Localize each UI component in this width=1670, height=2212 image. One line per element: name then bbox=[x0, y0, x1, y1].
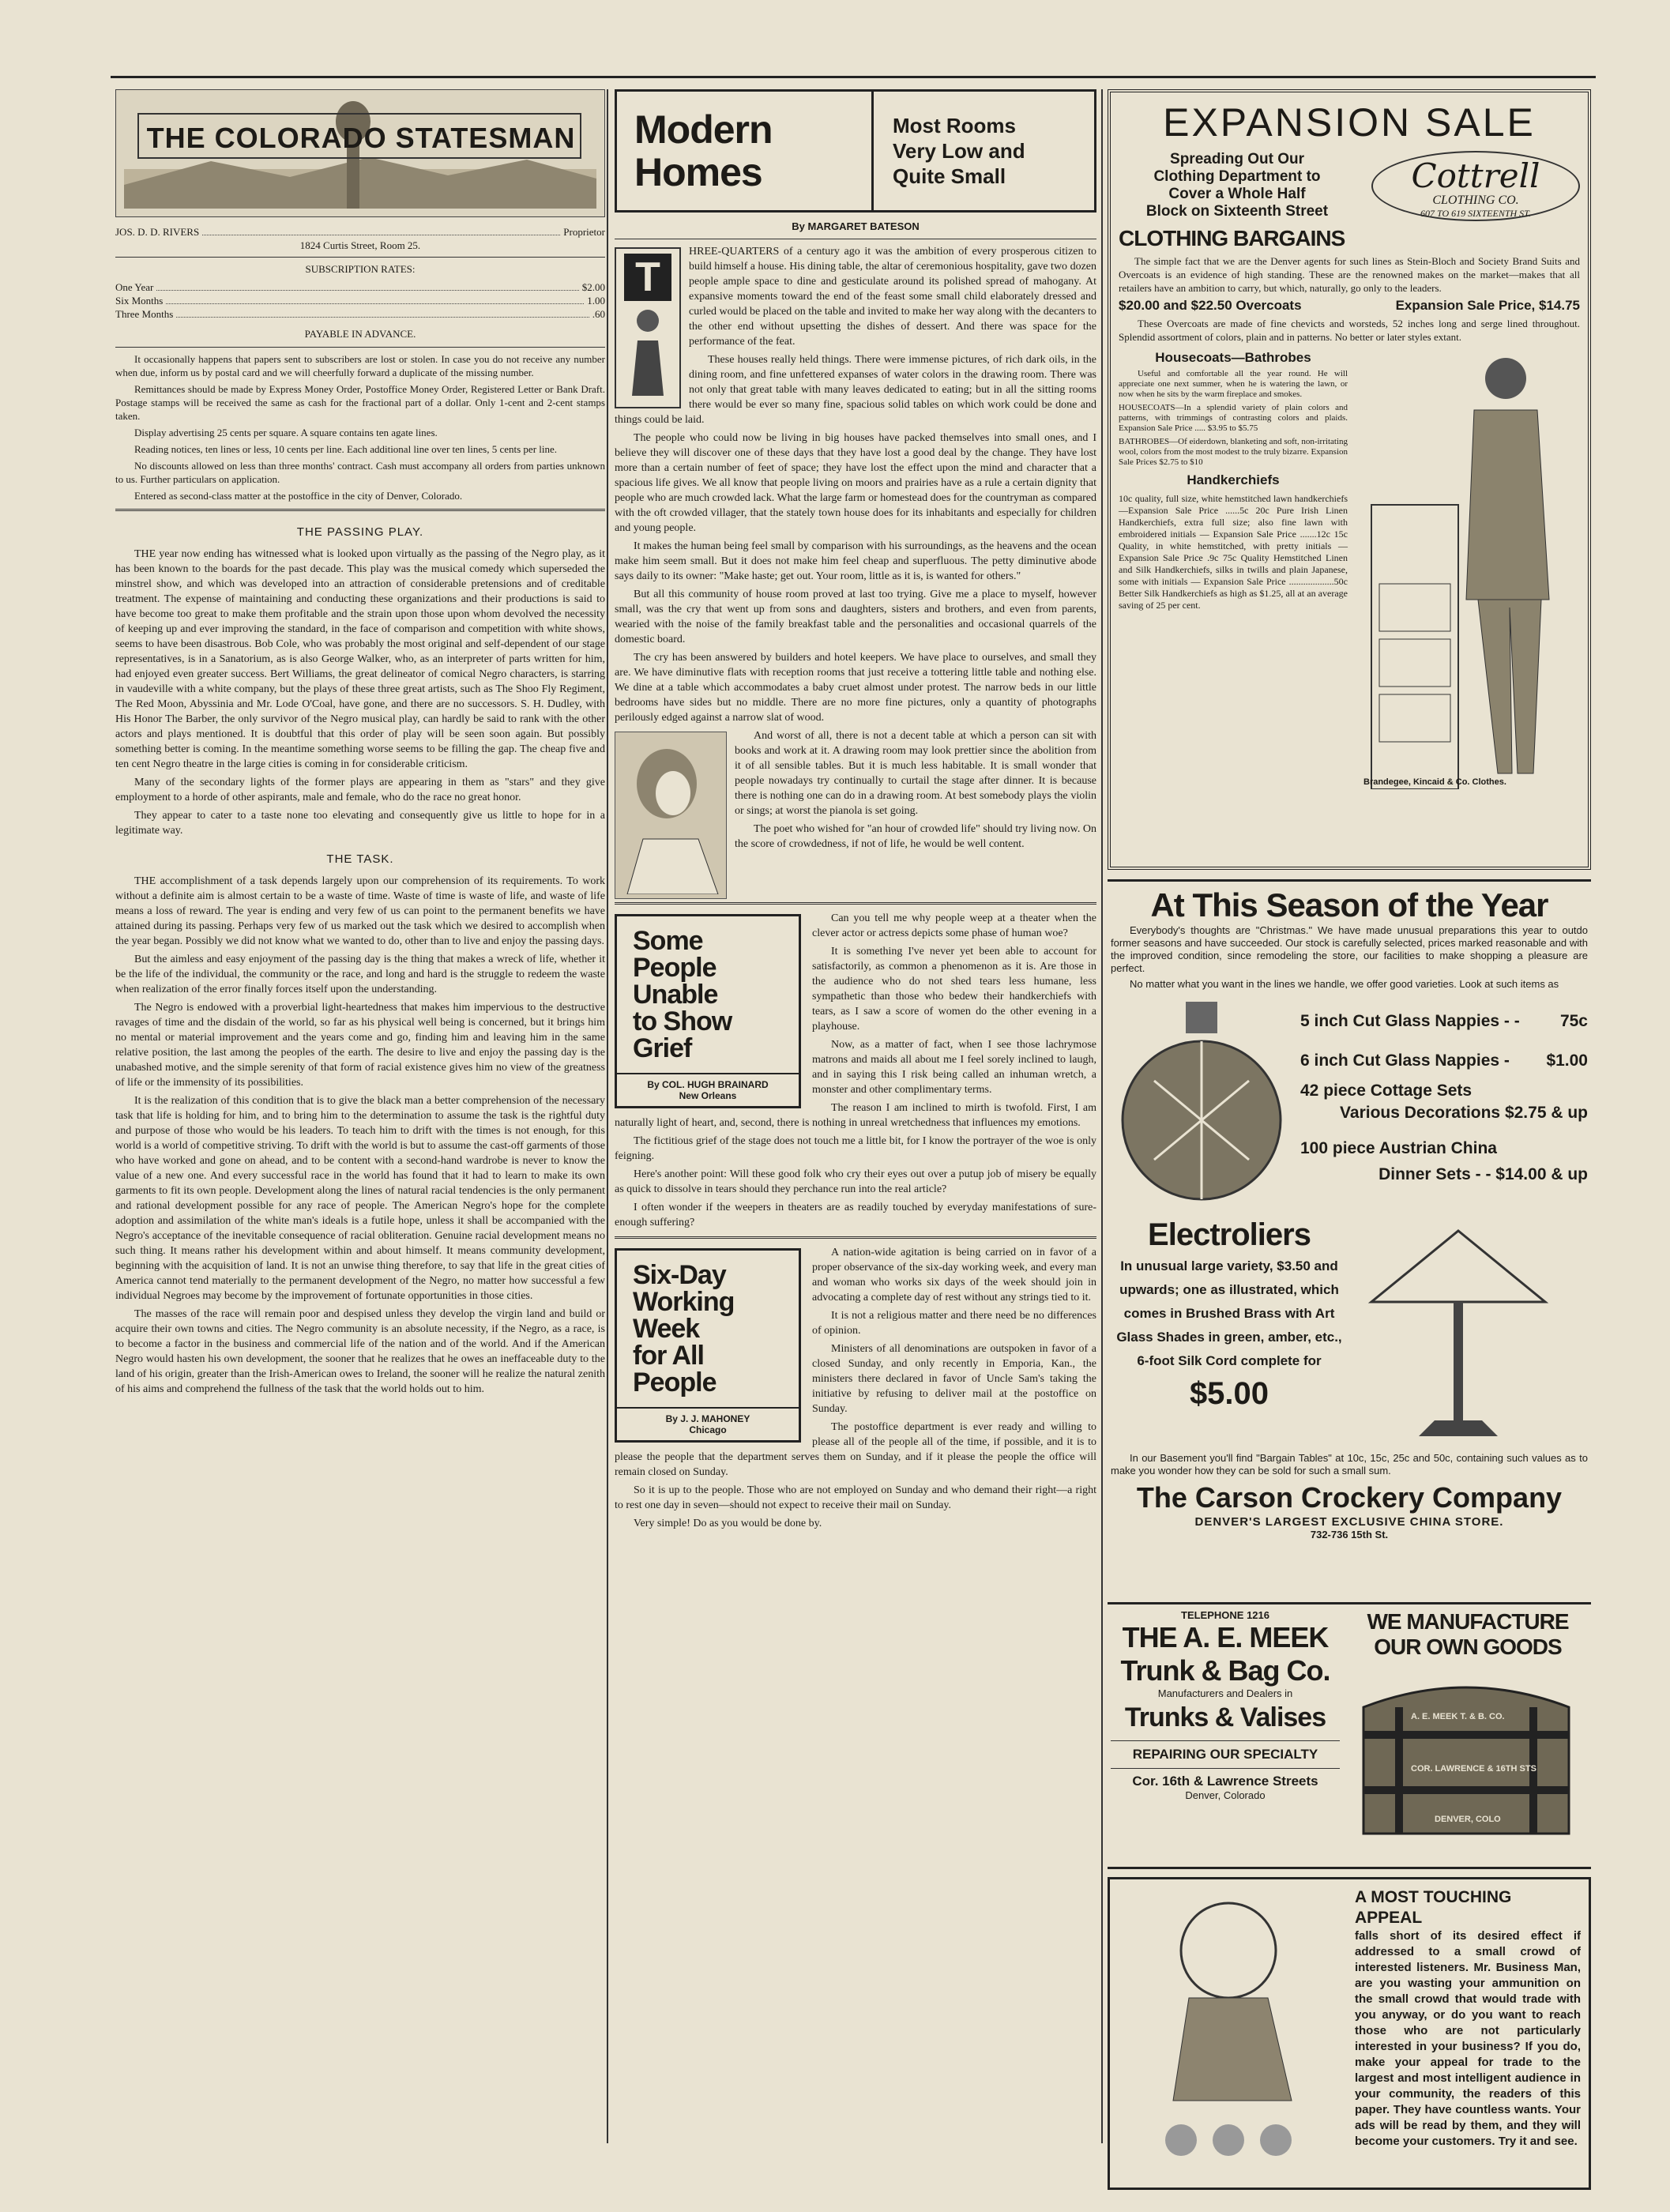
middle-column bbox=[615, 89, 1096, 1534]
ad-intro: Block on Sixteenth Street bbox=[1145, 203, 1329, 220]
headline-sub: Very Low and bbox=[893, 139, 1025, 163]
ad-text: Manufacturers and Dealers in bbox=[1157, 1687, 1293, 1699]
editorial-paragraph: THE accomplishment of a task depends largely upon our comprehension of its requirements. To work without a definite aim is almost certain to be a waste of time. Waste of time is waste of life, and waste of life means a loss of reward. The year is ending and very few of us can point to the permanent benefits we have attained during its passing. Perhaps very few of us marked out the task which we desired to accomplish when the year began. Possibly we did not know what we wanted to do, other than to live and enjoy the passing days. bbox=[115, 875, 605, 947]
ad-city: Denver, Colorado bbox=[1185, 1789, 1266, 1801]
byline: By MARGARET BATESON bbox=[792, 220, 920, 232]
logo-text: Cottrell bbox=[1411, 156, 1540, 195]
subheading: Handkerchiefs bbox=[1187, 472, 1280, 487]
headline-word: People bbox=[633, 953, 717, 983]
byline: By J. J. MAHONEY bbox=[665, 1413, 750, 1424]
item-price: $1.00 bbox=[1546, 1051, 1588, 1070]
byline: By COL. HUGH BRAINARD bbox=[647, 1079, 769, 1090]
ad-title: At This Season of the Year bbox=[1150, 886, 1548, 924]
electroliers-heading: Electroliers bbox=[1148, 1217, 1311, 1252]
trunk-label: DENVER, COLO bbox=[1435, 1815, 1501, 1824]
article-paragraph: These houses really held things. There were immense pictures, of rich dark oils, in the dining room, and fine unfettered expanses of water colors in the drawing room. There was not only that great table with many leaves dedicated to eating; but in all the sitting rooms there would be ever so many fine, spacious solid tables on which work could be done and things could be laid. bbox=[615, 354, 1096, 426]
headline-word: Six-Day bbox=[633, 1260, 726, 1290]
ad-paragraph: 10c quality, full size, white hemstitched lawn handkerchiefs—Expansion Sale Price ......5c 20c Pure Irish Linen Handkerchiefs, extra full size; also fine lawn with embroidered initials — Expansion Sale Price .......12c 15c Quality, in white hemstitched, with pretty initials —Expansion Sale Price .9c 75c Quality Hemstitched Linen and Silk Handkerchiefs, silks in twills and plain Japanese, some with initials — Expansion Sale Price ...................50c Better Silk Handkerchiefs as high as $1.25, all at an average saving of 25 per cent. bbox=[1119, 493, 1348, 611]
article-paragraph: It is something I've never yet been able to account for satisfactorily, as common a phenomenon as it is. Are those in the audience who do not shed tears less humane, less sympathetic than those who bedew their handkerchiefs with tears, as I saw a score of women do the other evening in a playhouse. bbox=[812, 946, 1096, 1033]
masthead-title: THE COLORADO STATESMAN bbox=[146, 122, 576, 154]
article-paragraph: So it is up to the people. Those who are not employed on Sunday and who demand their right—a right to rest one day in seven—should not expect to receive their mail on Sunday. bbox=[615, 1484, 1096, 1511]
item-label: Various Decorations $2.75 & up bbox=[1340, 1104, 1588, 1122]
left-column bbox=[115, 89, 605, 1400]
editorial-paragraph: Many of the secondary lights of the former plays are appearing in them as "stars" and they give employment to a horde of other aspirants, male and female, who do the race no great honor. bbox=[115, 777, 605, 803]
item-label: 100 piece Austrian China bbox=[1300, 1139, 1497, 1157]
headline-sub: Most Rooms bbox=[893, 114, 1016, 137]
newspaper-page bbox=[111, 76, 1596, 2148]
article-paragraph: Now, as a matter of fact, when I see those lachrymose matrons and maids all about me I feel sorely inclined to laugh, and in saying this I risk being called an inhuman wretch, a monster and other complimentary terms. bbox=[812, 1039, 1096, 1096]
company-name: Trunk & Bag Co. bbox=[1120, 1654, 1330, 1687]
company-name: The Carson Crockery Company bbox=[1136, 1481, 1563, 1514]
cut-glass-illustration bbox=[1111, 994, 1300, 1215]
notice-paragraph: Remittances should be made by Express Money Order, Postoffice Money Order, Registered Letter or Bank Draft. Postage stamps will be received the same as cash for the fractional part of a dollar. Only 1-cent and 2-cent stamps taken. bbox=[115, 383, 605, 422]
trunk-label: A. E. MEEK T. & B. CO. bbox=[1411, 1712, 1505, 1721]
proprietor-label: Proprietor bbox=[563, 226, 605, 238]
item-label: 6 inch Cut Glass Nappies - bbox=[1300, 1051, 1510, 1070]
headline-word: Week bbox=[633, 1314, 700, 1344]
headline-sub: Quite Small bbox=[893, 164, 1006, 188]
six-day-headline-box bbox=[615, 1248, 801, 1443]
article-paragraph: The people who could now be living in big houses have packed themselves into small ones, and I believe they will discover one of these days that they have lost a good deal by the change. They have lost more than a certain number of feet of space; they have lost the effect upon the mind and character that a spacious life gives. We all know that people living on moors and prairies have as a rule a certain dignity that people who are much crowded lack. What the large farm or homestead does for the countryman as compared with the oft crowded villager, that the stately town house does for its inhabitants and especially for children and young people. bbox=[615, 432, 1096, 534]
cottrell-expansion-sale-ad bbox=[1108, 89, 1591, 870]
subheading: Housecoats—Bathrobes bbox=[1155, 350, 1311, 365]
ad-intro: Spreading Out Our bbox=[1170, 151, 1304, 167]
notice-paragraph: It occasionally happens that papers sent to subscribers are lost or stolen. In case you do not receive any number when due, inform us by postal card and we will cheerfully forward a duplicate of the missing number. bbox=[115, 353, 605, 378]
item-label: Dinner Sets - - $14.00 & up bbox=[1379, 1165, 1588, 1183]
dropcap-letter: T bbox=[624, 254, 671, 301]
logo-sub: CLOTHING CO. bbox=[1432, 194, 1519, 207]
dropcap-illustration bbox=[615, 247, 681, 408]
rate-row: One Year $2.00 bbox=[115, 281, 605, 293]
company-name: THE A. E. MEEK bbox=[1122, 1621, 1329, 1653]
headline-word: Homes bbox=[634, 150, 762, 194]
meek-trunk-ad bbox=[1108, 1604, 1591, 1869]
ad-paragraph: HOUSECOATS—In a splendid variety of plain colors and patterns, with trimmings of contrasting colors and plaids. Expansion Sale Price ..... $3.95 to $5.75 bbox=[1119, 403, 1348, 433]
bargains-heading: CLOTHING BARGAINS bbox=[1119, 226, 1345, 250]
ad-paragraph: These Overcoats are made of fine chevicts and worsteds, 52 inches long and serge lined throughout. Splendid assortment of colors, plain and in patterns. No better or later styles extant. bbox=[1119, 318, 1580, 343]
ad-text: REPAIRING OUR SPECIALTY bbox=[1111, 1740, 1340, 1769]
trunk-label: COR. LAWRENCE & 16TH STS bbox=[1411, 1764, 1536, 1774]
headline-word: to Show bbox=[633, 1006, 732, 1036]
masthead bbox=[115, 89, 605, 217]
headline-word: Some bbox=[633, 926, 703, 956]
article-paragraph: The reason I am inclined to mirth is twofold. First, I am naturally light of heart, and, second, there is nothing in unreal wretchedness that influences my emotions. bbox=[615, 1102, 1096, 1129]
item-label: 42 piece Cottage Sets bbox=[1300, 1082, 1473, 1100]
article-paragraph: The postoffice department is ever ready and willing to please all of the people all of the time, if possible, and it is to please the people that the department serves them on Sunday, and if it please the people the office will remain closed on Sunday. bbox=[615, 1421, 1096, 1478]
article-paragraph: It makes the human being feel small by comparison with his surroundings, as the heavens and the ocean make him seem small. But it does not make him feel cheap and superfluous. The petty diminutive abode says daily to its owner: "Make haste; get out. Your room, little as it is, is wanted for others." bbox=[615, 540, 1096, 582]
article-paragraph: The cry has been answered by builders and hotel keepers. We have place to ourselves, and small they are. We have diminutive flats with reception rooms that just receive a tottering little table and nothing else. We dine at a table which accommodates a baby cruet almost under protest. The narrow beds in our little bedrooms have sides but no middle. There are no more fine pictures, only a quantity of photographs perilously edged against a narrow slat of wood. bbox=[615, 652, 1096, 724]
grief-headline-box bbox=[615, 914, 801, 1108]
headline-word: Grief bbox=[633, 1033, 692, 1063]
proprietor-name: JOS. D. D. RIVERS bbox=[115, 226, 200, 238]
editorial-paragraph: But the aimless and easy enjoyment of the passing day is the thing that makes a wreck of life, whether it be the life of the individual, the community or the race, and long and hard is the struggle to redeem the waste when realization of the error finally forces itself upon the understanding. bbox=[115, 954, 605, 995]
cottrell-logo bbox=[1371, 151, 1580, 221]
notice-paragraph: Entered as second-class matter at the postoffice in the city of Denver, Colorado. bbox=[134, 490, 463, 502]
carson-crockery-ad bbox=[1108, 879, 1591, 1604]
touching-appeal-ad bbox=[1108, 1877, 1591, 2190]
item-label: 5 inch Cut Glass Nappies - - bbox=[1300, 1012, 1520, 1030]
article-paragraph: HREE-QUARTERS of a century ago it was the ambition of every prosperous citizen to build himself a house. His dining table, the altar of ceremonious hospitality, gave two dozen people ample space to dine and gesticulate around its polished spread of mahogany. At expansive moments toward the end of the feast some small child elaborately dressed and curled would be placed on the table and invited to make her way along with the decanters to the other end without upsetting the dishes of dessert. And there was space for the performance of the feat. bbox=[689, 246, 1096, 348]
ad-paragraph: No matter what you want in the lines we handle, we offer good varieties. Look at such items as bbox=[1130, 978, 1559, 990]
woman-portrait-illustration bbox=[615, 732, 727, 899]
editorial-paragraph: THE year now ending has witnessed what is looked upon virtually as the passing of the Negro play, as it has been known to the boards for the past decade. This play was the musical comedy which superseded the minstrel show, and which was developed into an attraction of considerable pretensions and of creditable treatment. The expense of maintaining and conducting these organizations and their productions is said to have become too great to make them profitable and the strain upon those upon whom devolved the necessity of keeping up and ever improving the standard, in the face of comparison and competition with white shows, seems to have been disastrous. Bob Cole, who was probably the most original and self-dependent of our stage representatives, is in a Sanatorium, as is also George Walker, who, as an interpreter of parts written for him, had enjoyed even greater success. Bert Williams, the great delineator of comical Negro characters, is starring in vaudeville with a white company, but the plays of these three great artists, such as The Shoo Fly Regiment, The Red Moon, Abyssinia and Mr. Lode O'Coal, have gone, and there are no successors. S. H. Dudley, with His Honor The Barber, the only survivor of the Negro musical play, can hardly be said to rank with the other actors and plays mentioned. It is doubtful that this order of play will be seen soon again. But possibly something better is coming. In the meantime something worse seems to be filling the gap. The cheap five and ten cent Negro theatre in the large cities is coming in for considerable criticism. bbox=[115, 548, 605, 770]
clothing-man-illustration bbox=[1356, 347, 1580, 793]
headline-word: Unable bbox=[633, 980, 718, 1010]
rate-row: Three Months .60 bbox=[115, 308, 605, 320]
editorial-title: THE PASSING PLAY. bbox=[296, 525, 424, 539]
editorial-paragraph: They appear to cater to a taste none too elevating and consequently give us little to hope for in a legitimate way. bbox=[115, 810, 605, 837]
elec-price: $5.00 bbox=[1189, 1376, 1269, 1411]
payable-notice: PAYABLE IN ADVANCE. bbox=[304, 328, 416, 340]
products: Trunks & Valises bbox=[1124, 1702, 1326, 1732]
column-rule bbox=[607, 89, 608, 2143]
rates-title: SUBSCRIPTION RATES: bbox=[305, 263, 416, 275]
office-address: 1824 Curtis Street, Room 25. bbox=[299, 239, 421, 251]
lamp-illustration bbox=[1348, 1215, 1588, 1452]
byline-place: New Orleans bbox=[679, 1090, 737, 1101]
byline-place: Chicago bbox=[689, 1424, 727, 1435]
offer-price: Expansion Sale Price, $14.75 bbox=[1395, 298, 1580, 313]
notice-paragraph: No discounts allowed on less than three months' contract. Cash must accompany all orders from parties unknown to us. Further particulars on application. bbox=[115, 460, 605, 485]
figure-illustration bbox=[620, 301, 675, 396]
article-paragraph: Very simple! Do as you would be done by. bbox=[634, 1518, 822, 1529]
headline-word: Working bbox=[633, 1287, 735, 1317]
ad-address: Cor. 16th & Lawrence Streets bbox=[1132, 1774, 1318, 1789]
article-paragraph: Here's another point: Will these good folk who cry their eyes out over a putup job of misery be equally as quick to dissolve in tears should they perchance run into the real article? bbox=[615, 1168, 1096, 1195]
ad-paragraph: falls short of its desired effect if addressed to a small crowd of interested listeners. Mr. Business Man, are you wasting your ammunition on the small crowd that would trade with you anyway, or do you want to reach those who are not particularly interested in your business? If you do, make your appeal for trade to the largest and most intelligent audience in your community, the readers of this paper. They have countless wants. Your ads will be read by them, and they will become your customers. Try it and see. bbox=[1355, 1929, 1581, 2148]
editorial-paragraph: It is the realization of this condition that is to give the black man a better comprehension of the necessary task that life is holding for him, and to bring him to the determination to assume the task is the rightful duty and purpose of those who would be his leaders. To teach him to drift with the times is not enough, for this world is a world of competitive striving. To drift with the world is but to assume the cast-off garments of those who have worked and gone on ahead, and to be content with a second-hand wardrobe is never to know the value of a new one. And every successful race in the world has found that it had to learn to make its own garments to fit its own people. Development along the lines of natural racial tendencies is the only permanent and rational development possible for any race of people. The American Negro's hope for the complete adoption and assimilation of the white man's ideals is a futile hope, unless it shall be accompanied with the Negro's acceptance of the inevitable consequence of racial obliteration. Genuine racial development means no such thing. It means rather his development within and about himself. It means community development, beginning with the acquisition of land. It is not an unwise thing therefore, to say that life in the great cities of America cannot tend materially to the permanent development of the Negro, no matter how successful a few individual Negroes may become by the improvement of fortunate opportunities in those cities. bbox=[115, 1095, 605, 1302]
column-rule bbox=[1101, 89, 1103, 2143]
ad-paragraph: In our Basement you'll find "Bargain Tables" at 10c, 15c, 25c and 50c, containing such values as to make you wonder how they can be sold for such a small sum. bbox=[1111, 1452, 1588, 1477]
article-paragraph: The fictitious grief of the stage does not touch me a little bit, for I know the portrayer of the woe is only feigning. bbox=[615, 1135, 1096, 1162]
editorial-paragraph: The Negro is endowed with a proverbial light-heartedness that makes him impervious to the destructive ravages of time and the disdain of the world, so far as his physical well being is concerned, but it brings him no mental or material improvement and the years come and go, finding him and leaving him in the same relative position, the last among the peoples of the earth. The desire to live and enjoy the passing day is the unabashed motive, and the simple serenity of that form of racial existence gives him no view of the greatness of life or the immensity of its possibilities. bbox=[115, 1002, 605, 1089]
ad-intro: Clothing Department to bbox=[1153, 168, 1321, 185]
article-paragraph: But all this community of house room proved at last too trying. Give me a place to myself, however small, was the cry that went up from sons and daughters, sisters and brothers, and even from parents, wearied with the noise of the family breakfast table and the personalities and occasional quarrels of the domestic board. bbox=[615, 589, 1096, 645]
proprietor-line bbox=[115, 225, 605, 239]
editorial-paragraph: The masses of the race will remain poor and despised unless they develop the virgin land and build or acquire their own towns and cities. The Negro community is an absolute necessity, if the Negro, as a race, is to become a factor in the business and commercial life of the nation and of the world. And if the American Negro would hasten his own development, the sooner that he realizes that he owes an ineffaceable duty to the land of his origin, greater than the Irish-American owes to Ireland, the sooner will he realize the natural zenith of his aims and comprehend the fullness of the task that the world holds out to him. bbox=[115, 1308, 605, 1395]
trunk-illustration bbox=[1348, 1660, 1588, 1841]
article-paragraph: The poet who wished for "an hour of crowded life" should try living now. On the score of crowdedness, if not of life, he would be well content. bbox=[735, 823, 1096, 850]
article-paragraph: It is not a religious matter and there need be no differences of opinion. bbox=[812, 1310, 1096, 1337]
right-column bbox=[1108, 89, 1591, 2190]
company-tagline: DENVER'S LARGEST EXCLUSIVE CHINA STORE. bbox=[1194, 1515, 1504, 1529]
ad-paragraph: Useful and comfortable all the year round. He will appreciate one next summer, when he is watering the lawn, or now when he sits by the warm fireplace and smokes. bbox=[1119, 369, 1348, 399]
ad-credit: Brandegee, Kincaid & Co. Clothes. bbox=[1363, 777, 1506, 787]
cartoon-illustration bbox=[1118, 1887, 1355, 2180]
item-price: 75c bbox=[1559, 1012, 1588, 1030]
article-paragraph: Ministers of all denominations are outspoken in favor of a closed Sunday, and only recently in Emporia, Kan., the ministers there declared in favor of Uncle Sam's taking the initiative by refusing to deliver mail at the postoffice on Sunday. bbox=[812, 1343, 1096, 1415]
ad-paragraph: Everybody's thoughts are "Christmas." We have made unusual preparations this year to outdo former seasons and have succeeded. Our stock is carefully selected, prices marked reasonable and with the improved condition, since remodeling the store, our facilities to make shopping a pleasure are perfect. bbox=[1111, 924, 1588, 974]
ad-intro: Cover a Whole Half bbox=[1168, 186, 1306, 202]
article-paragraph: And worst of all, there is not a decent table at which a person can sit with books and work at it. A drawing room may look prettier since the abolition from it of all sensible tables. But it is much less habitable. It is small wonder that people nowadays try continually to curtail the stage after dinner. It is because there is nothing one can do in a drawing room. At best somebody plays the violin or sings; at worst the pianola is set going. bbox=[735, 730, 1096, 817]
modern-homes-headline bbox=[615, 89, 1096, 213]
ad-paragraph: BATHROBES—Of eiderdown, blanketing and soft, non-irritating wool, colors from the most modest to the truly bizarre. Expansion Sale Prices $2.75 to $10 bbox=[1119, 437, 1348, 467]
article-paragraph: Can you tell me why people weep at a theater when the clever actor or actress depicts some phase of human woe? bbox=[812, 912, 1096, 939]
headline-word: Modern bbox=[634, 107, 773, 152]
logo-address: 607 TO 619 SIXTEENTH ST. bbox=[1420, 208, 1531, 219]
ad-paragraph: The simple fact that we are the Denver agents for such lines as Stein-Bloch and Society Brand Suits and Overcoats is an evidence of high standing. These are the renowned makes on the market—makes that all retailers have an ambition to carry, but which, naturally, go only to the leaders. bbox=[1119, 255, 1580, 294]
article-paragraph: I often wonder if the weepers in theaters are as readily touched by everyday manifestations of sure-enough suffering? bbox=[615, 1202, 1096, 1228]
ad-paragraph: In unusual large variety, $3.50 and upwards; one as illustrated, which comes in Brushed Brass with Art Glass Shades in green, amber, etc., 6-foot Silk Cord complete for bbox=[1116, 1258, 1342, 1368]
company-address: 732-736 15th St. bbox=[1310, 1529, 1389, 1540]
rate-row: Six Months 1.00 bbox=[115, 295, 605, 307]
headline-word: for All bbox=[633, 1341, 704, 1371]
editorial-title: THE TASK. bbox=[326, 852, 394, 866]
article-paragraph: A nation-wide agitation is being carried on in favor of a proper observance of the six-day working week, and every man and woman who works six days of the week should join in advocating a complete day of rest without any strings tied to it. bbox=[812, 1247, 1096, 1304]
headline-word: People bbox=[633, 1367, 717, 1398]
offer-label: $20.00 and $22.50 Overcoats bbox=[1119, 298, 1302, 313]
ad-title: A MOST TOUCHING APPEAL bbox=[1355, 1888, 1512, 1927]
telephone: TELEPHONE 1216 bbox=[1181, 1609, 1269, 1621]
notice-paragraph: Reading notices, ten lines or less, 10 cents per line. Each additional line over ten lines, 5 cents per line. bbox=[134, 443, 558, 455]
ad-title: EXPANSION SALE bbox=[1163, 100, 1536, 145]
slogan: WE MANUFACTURE OUR OWN GOODS bbox=[1367, 1609, 1569, 1659]
notice-paragraph: Display advertising 25 cents per square. A square contains ten agate lines. bbox=[134, 427, 438, 438]
